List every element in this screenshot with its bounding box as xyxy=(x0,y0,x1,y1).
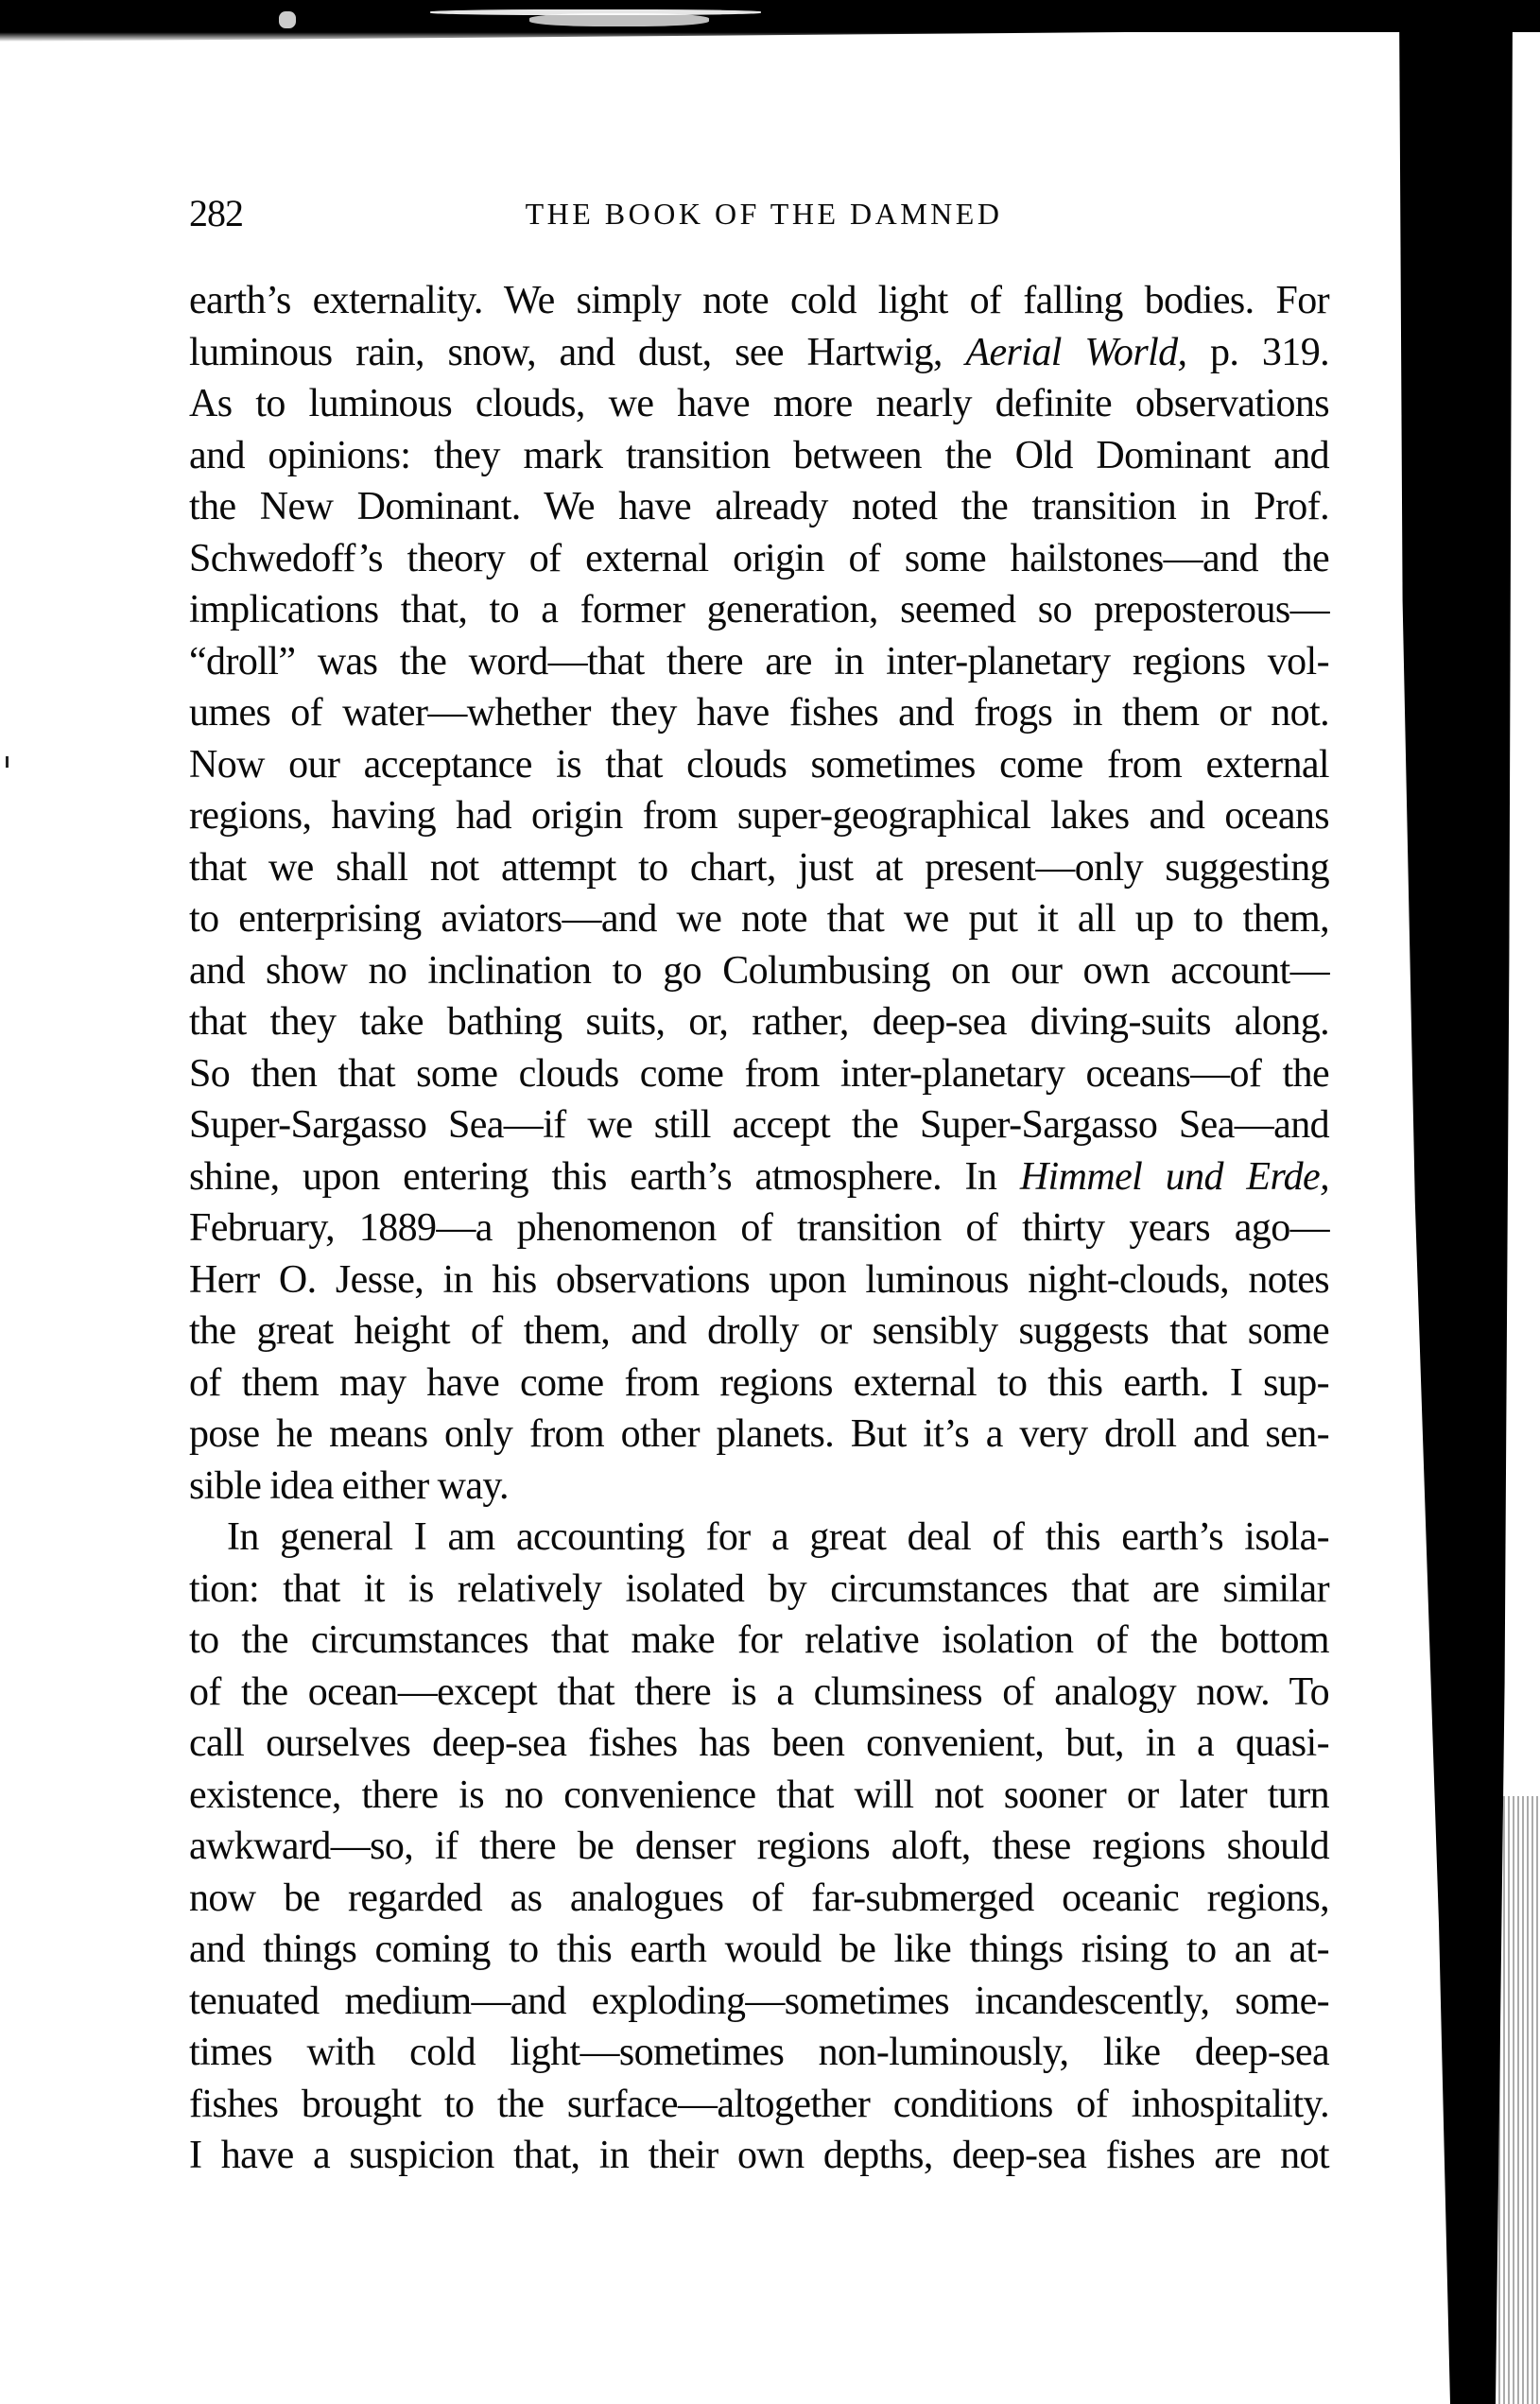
text-line: Super-Sargasso Sea—if we still accept the Super-Sargasso Sea—and xyxy=(189,1103,1329,1147)
text-line: that they take bathing suits, or, rather, deep-sea diving-suits along. xyxy=(189,1000,1329,1044)
text-line: Now our acceptance is that clouds sometimes come from external xyxy=(189,742,1329,787)
text-line: earth’s externality. We simply note cold light of falling bodies. For xyxy=(189,279,1329,322)
text-line: “droll” was the word—that there are in inter-planetary regions vol- xyxy=(189,639,1329,683)
text-line: fishes brought to the surface—altogether conditions of inhospitality. xyxy=(189,2082,1329,2126)
scan-top-shadow xyxy=(0,28,1418,42)
page-number: 282 xyxy=(189,192,243,234)
text-line: of the ocean—except that there is a clumsiness of analogy now. To xyxy=(189,1669,1329,1714)
text-line: of them may have come from regions external to this earth. I sup- xyxy=(189,1360,1329,1405)
text-span: p. 319. xyxy=(1186,330,1330,374)
text-line: and opinions: they mark transition between the Old Dominant and xyxy=(189,433,1329,477)
text-span: luminous rain, snow, and dust, see Hartwig, xyxy=(189,330,966,374)
text-line: awkward—so, if there be denser regions aloft, these regions should xyxy=(189,1825,1329,1868)
scan-artifact xyxy=(279,11,296,28)
spine-grain xyxy=(1475,1796,1540,2404)
text-line: Herr O. Jesse, in his observations upon luminous night-clouds, notes xyxy=(189,1257,1329,1302)
text-line: Schwedoff’s theory of external origin of some hailstones—and the xyxy=(189,536,1329,580)
running-head xyxy=(189,184,1329,243)
italic-title: Himmel und Erde, xyxy=(1019,1154,1329,1199)
book-title-header: THE BOOK OF THE DAMNED xyxy=(525,197,1003,231)
text-line: tion: that it is relatively isolated by circumstances that are similar xyxy=(189,1566,1329,1611)
book-page xyxy=(189,184,1329,2182)
text-line: existence, there is no convenience that will not sooner or later turn xyxy=(189,1773,1329,1817)
text-span: shine, upon entering this earth’s atmosphere. In xyxy=(189,1154,1020,1199)
text-line: umes of water—whether they have fishes and frogs in them or not. xyxy=(189,691,1329,735)
text-line: and show no inclination to go Columbusing on our own account— xyxy=(189,948,1329,993)
scan-artifact xyxy=(529,13,709,26)
scan-top-edge xyxy=(0,0,1540,32)
text-line: pose he means only from other planets. But it’s a very droll and sen- xyxy=(189,1412,1329,1456)
text-line: to the circumstances that make for relative isolation of the bottom xyxy=(189,1618,1329,1662)
text-line: the great height of them, and drolly or sensibly suggests that some xyxy=(189,1309,1329,1353)
body-text xyxy=(189,275,1329,2182)
text-line: the New Dominant. We have already noted the transition in Prof. xyxy=(189,485,1329,528)
text-line xyxy=(189,327,1329,379)
text-line: times with cold light—sometimes non-luminously, like deep-sea xyxy=(189,2031,1329,2074)
text-line: that we shall not attempt to chart, just at present—only suggesting xyxy=(189,845,1329,890)
text-line: As to luminous clouds, we have more nearly definite observations xyxy=(189,382,1329,425)
italic-title: Aerial World, xyxy=(965,330,1187,374)
text-line: So then that some clouds come from inter-planetary oceans—of the xyxy=(189,1051,1329,1096)
text-line: call ourselves deep-sea fishes has been convenient, but, in a quasi- xyxy=(189,1721,1329,1765)
text-line xyxy=(189,1151,1329,1203)
text-line: implications that, to a former generation, seemed so preposterous— xyxy=(189,588,1329,631)
margin-mark xyxy=(6,756,9,768)
text-line: sible idea either way. xyxy=(189,1463,509,1508)
text-line: to enterprising aviators—and we note that we put it all up to them, xyxy=(189,897,1329,941)
text-line: I have a suspicion that, in their own depths, deep-sea fishes are not xyxy=(189,2134,1329,2177)
text-line: regions, having had origin from super-geographical lakes and oceans xyxy=(189,794,1329,838)
text-line: February, 1889—a phenomenon of transition of thirty years ago— xyxy=(189,1206,1329,1250)
text-line: tenuated medium—and exploding—sometimes incandescently, some- xyxy=(189,1979,1329,2023)
text-line: now be regarded as analogues of far-submerged oceanic regions, xyxy=(189,1876,1329,1920)
text-line: In general I am accounting for a great deal of this earth’s isola- xyxy=(227,1515,1329,1559)
text-line: and things coming to this earth would be like things rising to an at- xyxy=(189,1928,1329,1971)
